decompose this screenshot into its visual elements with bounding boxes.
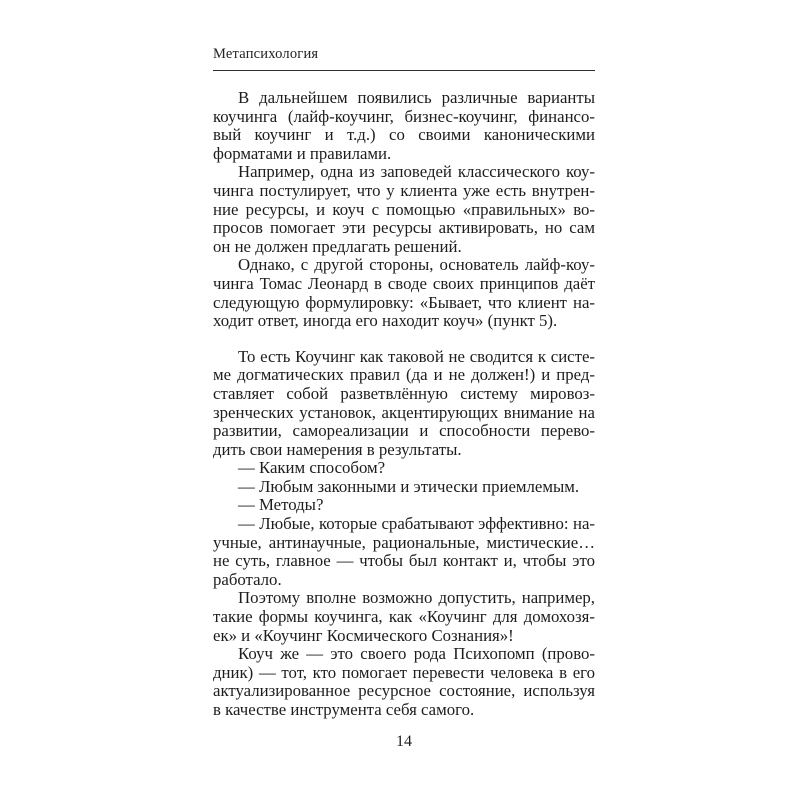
dialogue-line: — Методы? <box>238 495 324 515</box>
body-paragraph: Поэтому вполне возможно допустить, например, такие формы коучинга, как «Коучинг для домохозяек» и «Коучинг Космического Сознания»! <box>213 588 595 645</box>
running-head <box>213 46 595 71</box>
book-page <box>213 0 595 751</box>
dialogue-paragraph: — Любые, которые срабатывают эффективно: научные, антинаучные, рациональные, мистические… не суть, главное — чтобы был контакт и, чтобы это работало. <box>213 514 595 589</box>
body-paragraph: В дальнейшем появились различные варианты коучинга (лайф-коучинг, бизнес-коучинг, финансовый коучинг и т.д.) со своими каноническими форматами и правилами. <box>213 88 595 163</box>
dialogue-line: — Каким способом? <box>238 458 386 478</box>
page-number: 14 <box>396 732 412 750</box>
body-paragraph: Однако, с другой стороны, основатель лайф-коучинга Томас Леонард в своде своих принципов даёт следующую формулировку: «Бывает, что клиент находит ответ, иногда его находит коуч» (пункт 5). <box>213 255 595 331</box>
body-paragraph: Коуч же — это своего рода Психопомп (проводник) — тот, кто помогает перевести человека в его актуализированное ресурсное состояние, используя в качестве инструмента себя самого. <box>213 644 595 719</box>
chapter-title: Метапсихология <box>213 46 319 62</box>
body-paragraph: Например, одна из заповедей классического коучинга постулирует, что у клиента уже есть внутренние ресурсы, и коуч с помощью «правильных» вопросов помогает эти ресурсы активировать, но сам он не должен предлагать решений. <box>213 162 595 256</box>
dialogue-line: — Любым законными и этически приемлемым. <box>238 476 580 496</box>
page-body <box>213 89 595 720</box>
body-paragraph: То есть Коучинг как таковой не сводится к системе догматических правил (да и не должен!) и представляет собой разветвлённую систему мировоззренческих установок, акцентирующих внимание на развитии, самореализации и способности переводить свои намерения в результаты. <box>213 346 595 459</box>
